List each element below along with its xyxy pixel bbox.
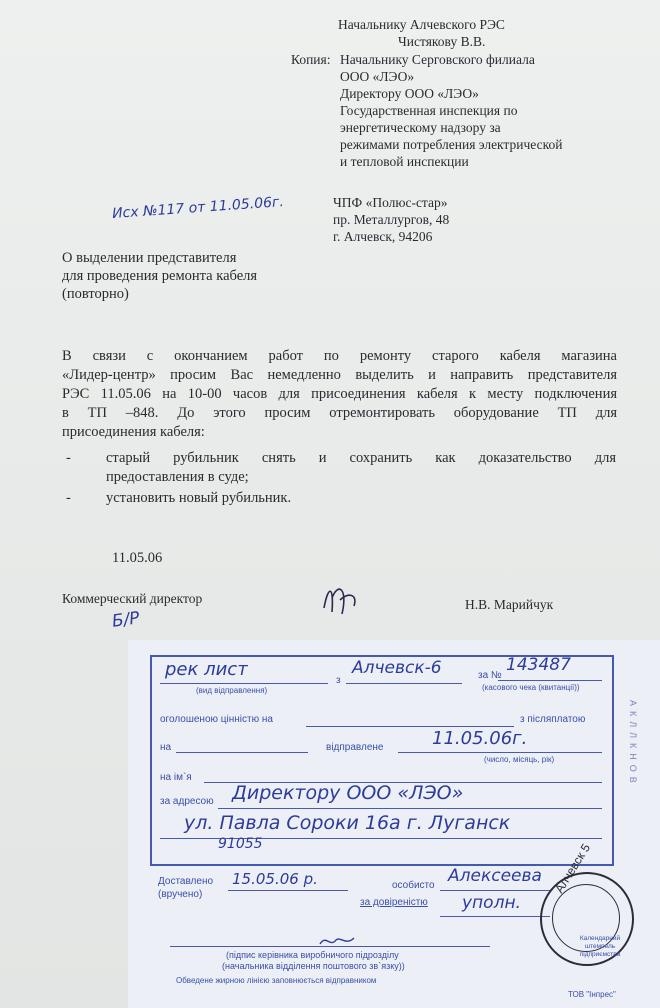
slip-delivered-label: Доставлено (158, 876, 214, 887)
initials-scrawl: Б/Р (110, 608, 141, 632)
slip-na: на (160, 742, 172, 753)
slip-kind-caption: (вид відправлення) (196, 686, 268, 695)
slip-recipient-sign: Алексеева (448, 866, 542, 886)
copy-line: ООО «ЛЭО» (340, 69, 415, 84)
slip-address-line (218, 808, 602, 809)
postmark-text: Алчевск 5 (552, 841, 594, 896)
slip-cod: з післяплатою (520, 714, 586, 725)
slip-side-text: АКЛЛКНОВ (628, 700, 638, 788)
slip-delivered-date: 15.05.06 р. (232, 870, 318, 888)
body-line: в ТП –848. До этого просим отремонтировать оборудование ТП для (62, 405, 617, 421)
bullet-mark: - (66, 450, 71, 466)
slip-receipt-no: 143487 (506, 655, 571, 675)
slip-address-line3: 91055 (218, 836, 263, 852)
copy-line: энергетическому надзору за (340, 120, 501, 135)
slip-recipient-sign2: уполн. (462, 893, 521, 913)
slip-date-caption: (число, місяць, рік) (484, 755, 555, 764)
stamp-caption: Календарний штемпель підприємства (579, 935, 621, 958)
copy-line: Государственная инспекция по (340, 103, 518, 118)
bullet2: установить новый рубильник. (106, 490, 292, 506)
slip-receipt-caption: (касового чека (квитанції)) (482, 683, 580, 692)
slip-sent-line (398, 752, 602, 753)
slip-printer: ТОВ "Інпрес" (568, 990, 616, 999)
slip-head-line (170, 946, 490, 947)
signature-name: Н.В. Марийчук (465, 597, 554, 612)
slip-from-office: Алчевск-6 (352, 658, 442, 678)
copy-line: режимами потребления электрической (340, 137, 563, 152)
body-line: В связи с окончанием работ по ремонту старого кабеля магазина (62, 348, 617, 364)
slip-footer-note: Обведене жирною лінією заповнюється відправником (176, 976, 377, 985)
slip-to-name-label: на ім`я (160, 772, 192, 783)
slip-delivered-sub: (вручено) (158, 889, 203, 900)
body-line: присоединения кабеля: (62, 424, 205, 440)
slip-delivered-line (228, 890, 348, 891)
body-line: «Лидер-центр» просим Вас немедленно выделить и направить представителя (62, 367, 617, 383)
bullet1-line2: предоставления в суде; (106, 469, 249, 485)
bullet-mark: - (66, 490, 71, 506)
slip-address-label: за адресою (160, 796, 214, 807)
sender-street: пр. Металлургов, 48 (333, 212, 450, 227)
slip-by-proxy: за довіреністю (360, 897, 428, 908)
copy-line: Директору ООО «ЛЭО» (340, 86, 479, 101)
slip-declared-line (306, 726, 514, 727)
slip-personally: особисто (392, 880, 435, 891)
copy-line: Начальнику Серговского филиала (340, 52, 535, 67)
slip-sent-date: 11.05.06г. (432, 728, 528, 749)
slip-address-line1: Директору ООО «ЛЭО» (232, 782, 464, 804)
signature-scrawl (318, 578, 364, 622)
bullet1-line1: старый рубильник снять и сохранить как доказательство для (106, 450, 616, 466)
slip-head-caption: (підпис керівника виробничого підрозділу (226, 950, 399, 960)
slip-za-no: за № (478, 670, 502, 681)
slip-kind-line (160, 683, 328, 684)
slip-recipient-line (440, 916, 550, 917)
copy-label: Копия: (291, 52, 331, 67)
slip-address-line2: ул. Павла Сороки 16а г. Луганск (184, 812, 511, 834)
slip-head-signature (318, 932, 356, 950)
slip-declared-value: оголошеною цінністю на (160, 714, 273, 725)
slip-receipt-line (498, 680, 602, 681)
addressee-line2: Чистякову В.В. (398, 34, 486, 49)
sender-name: ЧПФ «Полюс-стар» (333, 195, 448, 210)
letter-date: 11.05.06 (112, 550, 163, 566)
copy-line: и тепловой инспекции (340, 154, 469, 169)
slip-kind-handwritten: рек лист (165, 659, 248, 680)
slip-recipient-line (440, 890, 550, 891)
subject-line2: для проведения ремонта кабеля (62, 268, 258, 284)
sender-city: г. Алчевск, 94206 (333, 229, 433, 244)
outgoing-note-handwritten: Исх №117 от 11.05.06г. (111, 194, 285, 222)
slip-na-line (176, 752, 308, 753)
signature-title: Коммерческий директор (62, 591, 203, 606)
subject-line3: (повторно) (62, 286, 129, 302)
subject-line1: О выделении представителя (62, 250, 237, 266)
slip-head-caption2: (начальника відділення поштового зв`язку)) (222, 961, 405, 971)
slip-sent: відправлене (326, 742, 384, 753)
body-line: РЭС 11.05.06 на 10-00 часов для присоединения кабеля к месту подключения (62, 386, 617, 402)
slip-z-label: з (336, 675, 341, 686)
addressee-line1: Начальнику Алчевского РЭС (338, 17, 505, 32)
slip-office-line (346, 683, 462, 684)
